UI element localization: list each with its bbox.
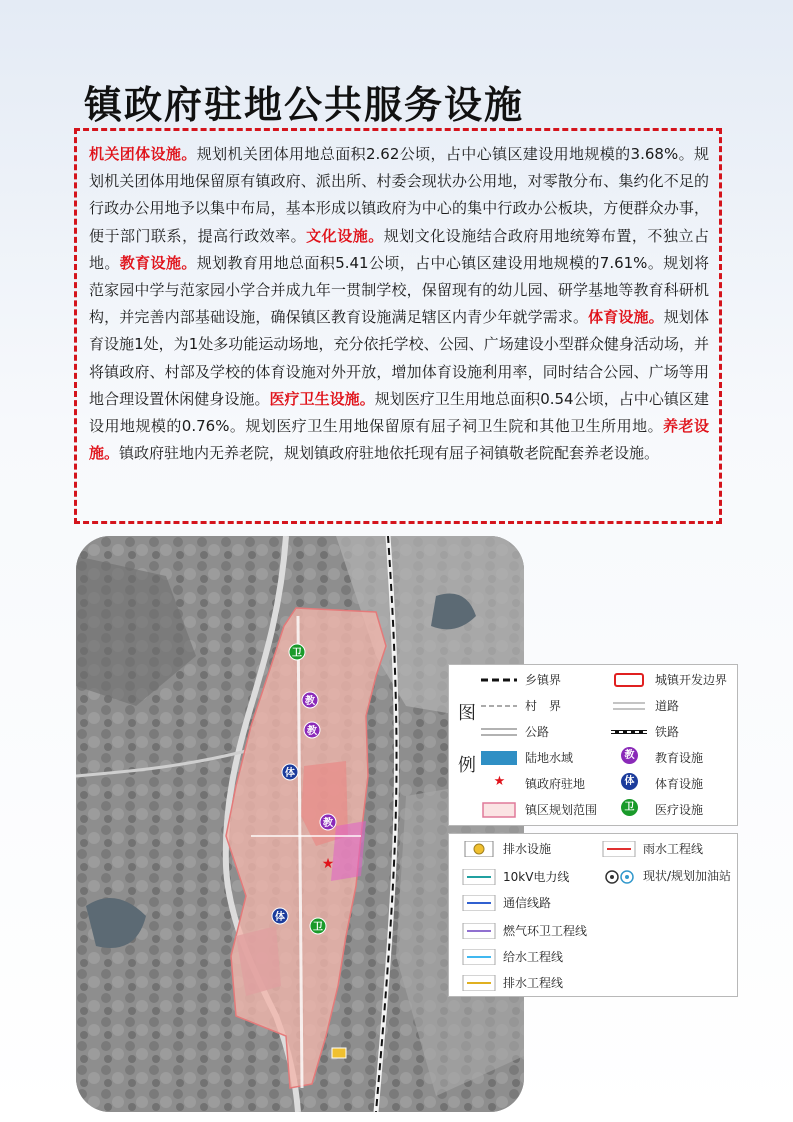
- medical-marker: [289, 644, 305, 660]
- road-icon: [609, 698, 649, 714]
- map-marker-label: 体: [275, 912, 285, 923]
- legend-label: 铁路: [655, 725, 680, 739]
- legend-label: 排水设施: [503, 842, 552, 856]
- legend-label: 公路: [525, 725, 550, 739]
- legend-label: 陆地水域: [525, 751, 574, 765]
- sports-marker: [282, 764, 298, 780]
- sports-icon: 体: [621, 773, 638, 790]
- legend-label: 排水工程线: [503, 976, 564, 990]
- education-icon: 教: [621, 747, 638, 764]
- township-boundary-icon: [479, 672, 519, 688]
- power-line-icon: [459, 869, 499, 885]
- gas-station-icon: [599, 869, 639, 885]
- heading-government-facilities: 机关团体设施。: [89, 145, 197, 163]
- text-culture-facilities: 规划文化设施结合政府用地统筹布置，不独立占地。: [89, 226, 709, 272]
- legend-label: 村 界: [525, 699, 562, 713]
- map-marker-label: 教: [305, 696, 315, 707]
- map-marker-label: 教: [307, 726, 317, 737]
- sports-marker: [272, 908, 288, 924]
- highway-icon: [479, 724, 519, 740]
- legend-label: 雨水工程线: [643, 842, 704, 856]
- drainage-facility-icon: [459, 841, 499, 857]
- map-marker-label: 体: [285, 768, 295, 779]
- legend-label: 医疗设施: [655, 803, 704, 817]
- legend-label: 通信线路: [503, 896, 552, 910]
- text-elderly-facilities: 镇政府驻地内无养老院，规划镇政府驻地依托现有屈子祠镇敬老院配套养老设施。: [119, 444, 660, 463]
- text-government-facilities: 规划机关团体用地总面积2.62公顷，占中心镇区建设用地规模的3.68%。规划机关团体用地保留原有镇政府、派出所、村委会现状办公用地，对零散分布、集约化不足的行政办公用地予以集中布局，基本形成以镇政府为中心的集中行政办公板块，方便群众办事，便于部门联系，提高行政效率。: [89, 145, 709, 245]
- drainage-line-icon: [459, 975, 499, 991]
- government-star-marker: [322, 856, 335, 872]
- education-marker: [304, 722, 320, 738]
- rainwater-line-icon: [599, 841, 639, 857]
- telecom-line-icon: [459, 895, 499, 911]
- legend-label: 乡镇界: [525, 673, 562, 687]
- legend-label: 道路: [655, 699, 680, 713]
- map-marker-label: 教: [323, 818, 333, 829]
- medical-icon: 卫: [621, 799, 638, 816]
- legend-title-tu: 图: [458, 703, 476, 724]
- water-icon: [479, 750, 519, 766]
- heading-elderly-facilities: 养老设施。: [89, 417, 709, 463]
- legend-label: 给水工程线: [503, 950, 564, 964]
- heading-sports-facilities: 体育设施。: [588, 308, 664, 327]
- page-title: 镇政府驻地公共服务设施: [84, 83, 525, 127]
- railway-icon: [609, 724, 649, 740]
- development-boundary-icon: [609, 672, 649, 688]
- legend-label: 教育设施: [655, 751, 704, 765]
- map-legend-primary: [448, 664, 738, 826]
- text-medical-facilities: 规划医疗卫生用地总面积0.54公顷，占中心镇区建设用地规模的0.76%。规划医疗卫生用地保留原有屈子祠卫生院和其他卫生所用地。: [89, 389, 709, 436]
- map-legend-utilities: [448, 833, 738, 997]
- education-marker: [302, 692, 318, 708]
- legend-title-li: 例: [458, 755, 476, 776]
- heading-culture-facilities: 文化设施。: [306, 226, 384, 245]
- legend-label: 体育设施: [655, 777, 704, 791]
- legend-label: 城镇开发边界: [655, 673, 728, 687]
- government-star-icon: ★: [493, 774, 506, 789]
- drainage-facility-marker: [332, 1048, 346, 1058]
- gas-line-icon: [459, 923, 499, 939]
- map-marker-label: 卫: [313, 922, 323, 933]
- education-marker: [320, 814, 336, 830]
- medical-marker: [310, 918, 326, 934]
- description-text-box: [74, 128, 722, 524]
- legend-label: 燃气环卫工程线: [503, 924, 588, 938]
- heading-medical-facilities: 医疗卫生设施。: [269, 389, 375, 408]
- heading-education-facilities: 教育设施。: [119, 253, 197, 272]
- map-marker-label: 卫: [292, 648, 302, 659]
- legend-label: 镇政府驻地: [525, 777, 586, 791]
- legend-label: 镇区规划范围: [525, 803, 598, 817]
- text-education-facilities: 规划教育用地总面积5.41公顷，占中心镇区建设用地规模的7.61%。规划将范家园中学与范家园小学合并成九年一贯制学校，保留现有的幼儿园、研学基地等教育科研机构，并完善内部基础设施，确保镇区教育设施满足辖区内青少年就学需求。: [89, 253, 709, 327]
- legend-label: 10kV电力线: [503, 870, 570, 884]
- public-block: [331, 821, 366, 881]
- text-sports-facilities: 规划体育设施1处，为1处多功能运动场地，充分依托学校、公园、广场建设小型群众健身活动场，并将镇政府、村部及学校的体育设施对外开放，增加体育设施利用率，同时结合公园、广场等用地合理设置休闲健身设施。: [89, 308, 709, 408]
- svg-text:★: ★: [321, 856, 335, 872]
- planning-area-icon: [479, 802, 519, 818]
- water-supply-line-icon: [459, 949, 499, 965]
- legend-label: 现状/规划加油站: [643, 869, 732, 883]
- village-boundary-icon: [479, 698, 519, 714]
